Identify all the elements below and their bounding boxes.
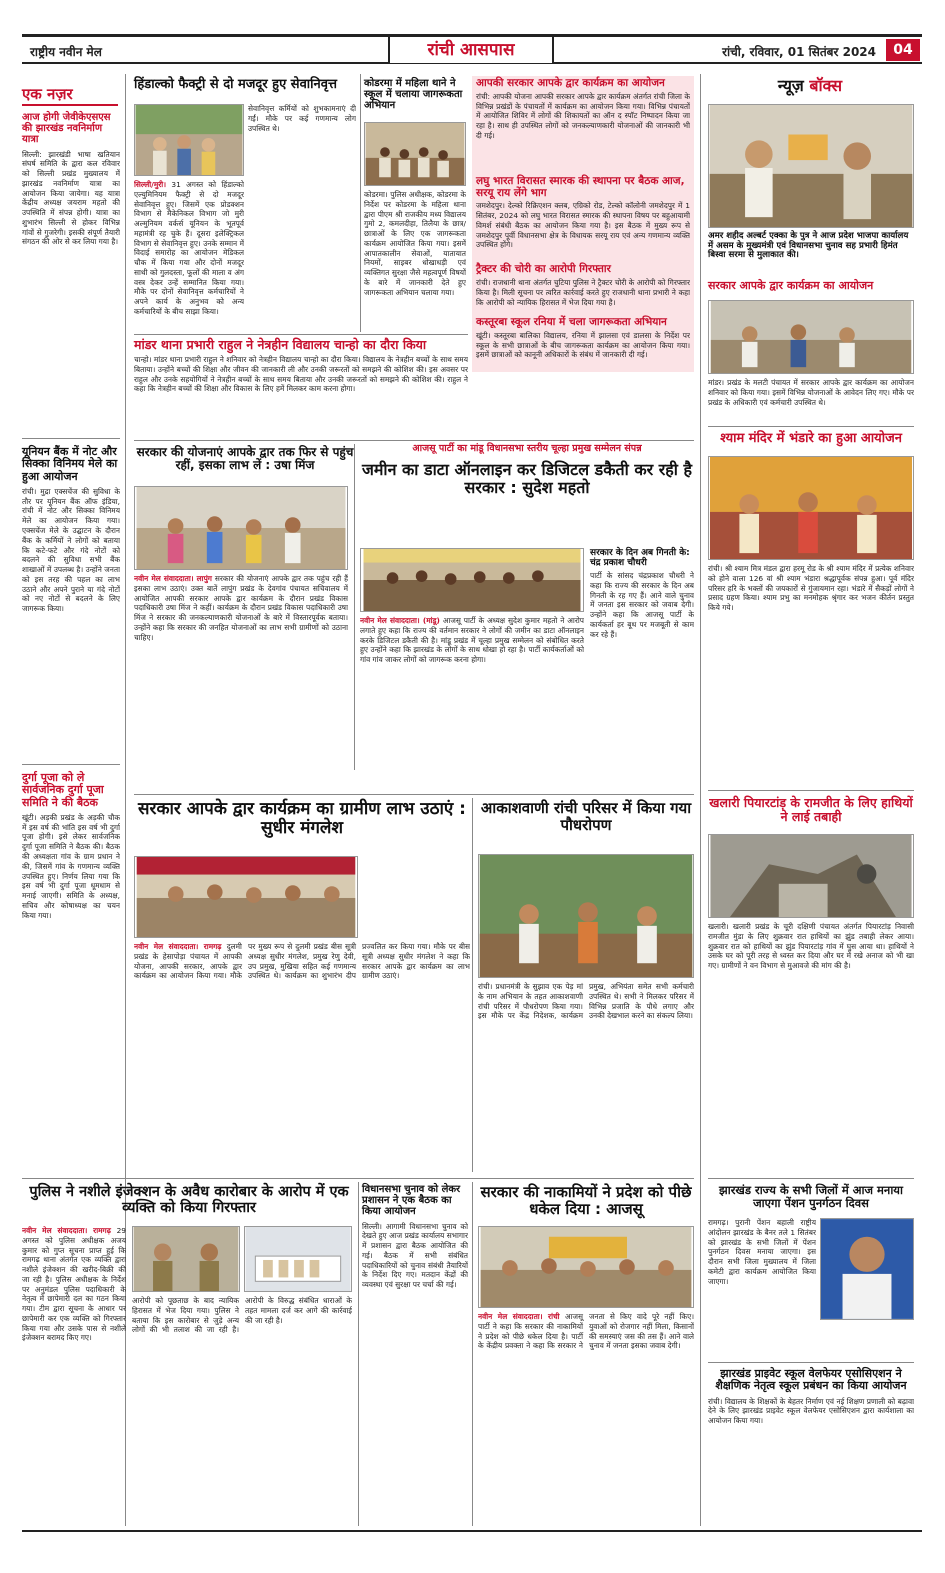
article-body: रांची। प्रधानमंत्री के सुझाव एक पेड़ मां के नाम अभियान के तहत आकाशवाणी रांची परिसर में पौधरोपण किया गया। इस मौके पर केंद्र निदेशक, कार्यक्रम प्रमुख, अभियंता समेत सभी कर्मचारी उपस्थित थे। सभी ने मिलकर परिसर में विभिन्न प्रजाति के पौधे लगाए और उनकी देखभाल करने का संकल्प लिया। [478,982,694,1021]
police-photo-1 [132,1226,240,1292]
divider [22,438,120,439]
article-headline: सरकार की नाकामियों ने प्रदेश को पीछे धकेल दिया : आजसू [480,1183,692,1218]
left-item-3 [22,772,120,1218]
article-body: कोडरमा। पुलिस अधीक्षक, कोडरमा के निर्देश पर कोडरमा के महिला थाना द्वारा पीएम श्री राजकीय मध्य विद्यालय गुमो 2, कमलदीहा, तिलैया के छात्र/छात्राओं के लिए एक जागरूकता कार्यक्रम आयोजित किया गया। इसमें आपातकालीन सेवाओं, यातायात नियमों, साइबर धोखाधड़ी एवं व्यक्तिगत सुरक्षा जैसे महत्वपूर्ण विषयों के बारे में जानकारी देते हुए जागरूकता अभियान चलाया गया। [364,190,466,297]
right-item-5-body [708,1218,816,1358]
article-body: आजसू पार्टी के अध्यक्ष सुदेश कुमार महतो ने आरोप लगाते हुए कहा कि राज्य की वर्तमान सरकार ने लोगों की जमीन का डाटा ऑनलाइन करके डिजिटल डकैती की है। मांडू प्रखंड में चूल्हा प्रमुख सम्मेलन को संबोधित करते हुए उन्होंने कहा कि झारखंड के लोगों के साथ धोखा हो रहा है। पार्टी कार्यकर्ताओं को गांव गांव जाकर लोगों को जागरूक करना होगा। [360,616,584,665]
sudhir-photo [134,856,358,938]
article-headline: सरकार के दिन अब गिनती के: चंद्र प्रकाश चौधरी [590,548,690,569]
article-body: खूंटी। अड़की प्रखंड के अड़की चौक में इस वर्ष की भांति इस वर्ष भी दुर्गा पूजा होगी। इसे लेकर सार्वजनिक दुर्गा पूजा समिति ने बैठक की। बैठक की अध्यक्षता गांव के ग्राम प्रधान ने की, जिसमें गांव के गणमान्य व्यक्ति उपस्थित हुए। निर्णय लिया गया कि इस वर्ष भी दुर्गा पूजा धूमधाम से मनाई जाएगी। समिति के अध्यक्ष, सचिव और कोषाध्यक्ष का चयन किया गया। [22,812,120,920]
right-item-4 [708,796,914,824]
article-headline: झारखंड प्राइवेट स्कूल वेलफेयर एसोसिएशन ने शैक्षणिक नेतृत्व स्कूल प्रबंधन का किया आयोजन [715,1367,907,1393]
page-number: 04 [886,39,920,61]
right-item-1 [708,232,914,261]
byline: नवीन मेल संवाददाता। रामगढ़ [22,1226,111,1235]
ajsu-body-wrap [478,1312,694,1524]
article-body: रांची: आपकी योजना आपकी सरकार आपके द्वार कार्यक्रम अंतर्गत रांची जिला के विभिन्न प्रखंडों के पंचायतों में कार्यक्रम का आयोजन किया गया। विभिन्न पंचायतों में आयोजित शिविर में लोगों की शिकायतों का ऑन द स्पॉट निष्पादन किया जा रहा है। साथ ही उपस्थित लोगों को जनकल्याणकारी योजनाओं की जानकारी भी दी गई। [476,91,690,140]
article-headline: जमीन का डाटा ऑनलाइन कर डिजिटल डकैती कर रही है सरकार : सुदेश महतो [361,459,692,497]
newspaper-brand: राष्ट्रीय नवीन मेल [30,45,102,59]
sudesh-photo [360,548,584,612]
divider [22,764,120,765]
article-body: मांडर। प्रखंड के मलटी पंचायत में सरकार आपके द्वार कार्यक्रम का आयोजन शनिवार को किया गया। इसमें विभिन्न योजनाओं के आवेदन लिए गए। मौके पर प्रखंड के अधिकारी एवं कर्मचारी उपस्थित थे। [708,378,914,407]
divider [708,790,914,791]
article-headline: दुर्गा पूजा को ले सार्वजनिक दुर्गा पूजा समिति ने की बैठक [22,771,104,809]
article-body: चान्हो। मांडर थाना प्रभारी राहुल ने शनिवार को नेत्रहीन विद्यालय चान्हो का दौरा किया। विद्यालय के नेत्रहीन बच्चों के साथ समय बिताया। उन्होंने बच्चों की शिक्षा और जीवन की जानकारी ली और उनकी जरूरतों को समझने की कोशिश की। इस अवसर पर राहुल और उनके सहयोगियों ने नेत्रहीन बच्चों के साथ समय बिताया और उनकी जरूरतों को समझने की कोशिश की। राहुल ने कहा कि नेत्रहीन बच्चों की शिक्षा और विकास के लिए हमें मिलकर काम करना होगा। [134,355,468,394]
byline: नवीन मेल संवाददाता। (मांडू) [360,616,440,625]
elephant-damage-photo [708,834,914,918]
police-body-col2: आरोपी को पूछताछ के बाद न्यायिक हिरासत में भेज दिया गया। पुलिस ने बताया कि इस कारोबार से जुड़े अन्य लोगों की भी तलाश की जा रही है। आरोपी के विरुद्ध संबंधित धाराओं के तहत मामला दर्ज कर आगे की कार्रवाई की जा रही है। [132,1296,352,1335]
article-body: दुलमी प्रखंड के हेसापोड़ा पंचायत में आपकी योजना, आपकी सरकार, आपके द्वार कार्यक्रम का आयोजन किया गया। मौके पर मुख्य रूप से दुलमी प्रखंड बीस सूत्री अध्यक्ष सुधीर मंगलेश, प्रमुख रेणु देवी, उप प्रमुख, मुखिया सहित कई गणमान्य उपस्थित थे। कार्यक्रम का शुभारंभ दीप प्रज्वलित कर किया गया। मौके पर बीस सूत्री अध्यक्ष सुधीर मंगलेश ने कहा कि सरकार आपके द्वार कार्यक्रम का लाभ ग्रामीण उठाएं। [134,942,470,981]
right-item-2-body [708,378,914,424]
right-item-3-body [708,564,914,770]
article-body: रांची। श्री श्याम मित्र मंडल द्वारा हरमू रोड के श्री श्याम मंदिर में प्रत्येक शनिवार को होने वाला 126 वां श्री श्याम भंडारा श्रद्धापूर्वक संपन्न हुआ। पूर्व मंदिर परिसर हरि के भक्तों की जयकारों से गुंजायमान रहा। भंडारे में सैकड़ों लोगों ने प्रसाद ग्रहण किया। श्याम प्रभु का मनमोहक श्रृंगार कर भजन कीर्तन प्रस्तुत किये गये। [708,564,914,613]
article-body: 29 अगस्त को पुलिस अधीक्षक अजय कुमार को गुप्त सूचना प्राप्त हुई कि रामगढ़ थाना अंतर्गत एक व्यक्ति द्वारा नशीले इंजेक्शन की खरीद-बिक्री की जा रही है। पुलिस अधीक्षक के निर्देश पर अनुमंडल पुलिस पदाधिकारी के नेतृत्व में छापेमारी दल का गठन किया गया। टीम द्वारा सूचना के आधार पर छापेमारी कर एक व्यक्ति को गिरफ्तार किया गया और उसके पास से नशीले इंजेक्शन बरामद किए गए। [22,1226,126,1343]
article-headline: मांडर थाना प्रभारी राहुल ने नेत्रहीन विद्यालय चान्हो का दौरा किया [134,337,427,352]
masthead [22,34,922,64]
article-headline: हिंडाल्को फैक्ट्री से दो मजदूर हुए सेवानिवृत्त [134,77,337,92]
article-headline: कस्तूरबा स्कूल रनिया में चला जागरूकता अभियान [476,316,667,328]
column-divider [700,74,701,1526]
police-article [22,1184,356,1216]
column-divider [472,798,473,1172]
right-item-3 [708,432,914,447]
divider [708,1178,914,1179]
sarkar-dwar-photo [708,300,914,374]
left-item-1 [22,112,120,345]
article-body: आजसू पार्टी ने कहा कि सरकार की नाकामियों ने प्रदेश को पीछे धकेल दिया है। पार्टी के केंद्रीय प्रवक्ता ने कहा कि सरकार ने जनता से किए वादे पूरे नहीं किए। युवाओं को रोजगार नहीं मिला, किसानों की समस्याएं जस की तस हैं। आने वाले चुनाव में जनता इसका जवाब देगी। [478,1312,694,1351]
sudesh-side-article [590,548,694,753]
hindalco-article [134,78,356,93]
kodarma-article [364,78,466,112]
article-body: जमशेदपुर। देल्को रिक्रिएशन क्लब, एग्रिको रोड, टेल्को कॉलोनी जमशेदपुर में 1 सितंबर, 2024 को लघु भारत विरासत स्मारक की स्थापना विषय पर बहुआयामी विमर्श संबंधी बैठक का आयोजन किया गया है। इस बैठक में मुख्य रूप से जमशेदपुर पूर्वी विधानसभा क्षेत्र के विधायक सरयू राय एवं अन्य गणमान्य व्यक्ति उपस्थित होंगे। [476,201,690,250]
article-headline: विधानसभा चुनाव को लेकर प्रशासन ने एक बैठक का किया आयोजन [362,1184,461,1218]
article-body: सिल्ली। आगामी विधानसभा चुनाव को देखते हुए आज प्रखंड कार्यालय सभागार में प्रशासन द्वारा बैठक आयोजित की गई। बैठक में सभी संबंधित पदाधिकारियों को चुनाव संबंधी तैयारियों के निर्देश दिए गए। मतदान केंद्रों की व्यवस्था एवं सुरक्षा पर चर्चा की गई। [362,1221,468,1290]
article-body: रांची। विद्यालय के शिक्षकों के बेहतर निर्माण एवं नई शिक्षण प्रणाली को बढ़ावा देने के लिए झारखंड प्राइवेट स्कूल वेलफेयर एसोसिएशन द्वारा कार्यशाला का आयोजन किया गया। [708,1396,914,1426]
article-headline: आकाशवाणी रांची परिसर में किया गया पौधरोपण [480,799,692,834]
police-photo-2 [244,1226,352,1292]
article-headline: झारखंड राज्य के सभी जिलों में आज मनाया जाएगा पेंशन पुनर्गठन दिवस [719,1183,903,1210]
shyam-mandir-photo [708,456,914,560]
sudhir-body-wrap [134,942,470,1172]
article-body: खूंटी। कस्तूरबा बालिका विद्यालय, रनिया में झालसा एवं डालसा के निर्देश पर स्कूल के सभी छात्राओं के बीच जागरूकता कार्यक्रम का आयोजन किया गया। इसमें छात्राओं को कानूनी अधिकारों के संबंध में जानकारी दी गई। [476,330,690,360]
pension-leader-photo [820,1218,914,1320]
article-headline: सरकार आपके द्वार कार्यक्रम का आयोजन [708,279,874,292]
kodarma-body-wrap [364,190,466,330]
divider [134,794,694,795]
vidhansabha-article [362,1184,468,1500]
byline: नवीन मेल संवाददाता। रांची [478,1312,560,1321]
article-body: सरकार की योजनाएं आपके द्वार तक पहुंच रही हैं इसका लाभ उठाएं। उक्त बातें लापुंग प्रखंड के देवगांव पंचायत सचिवालय में आयोजित आपकी सरकार आपके द्वार कार्यक्रम के दौरान प्रखंड विकास पदाधिकारी उषा मिंज ने कहीं। कार्यक्रम के दौरान प्रखंड विकास पदाधिकारी उषा मिंज ने सरकार की जनकल्याणकारी योजनाओं के बारे में विस्तारपूर्वक बताया। उन्होंने कहा कि सरकार की जनहित योजनाओं का लाभ सभी ग्रामीणों को उठाना चाहिए। [134,574,348,642]
article-body: सिल्ली: झारखंडी भाषा खतियान संघर्ष समिति के द्वारा कल रविवार को सिल्ली प्रखंड मुख्यालय में झारखंड नवनिर्माण यात्रा का आयोजन किया जायेगा। यह यात्रा केंद्रीय अध्यक्ष जयराम महतो की उपस्थिति में संपन्न होगी। यात्रा का शुभारंभ सिल्ली से होकर विभिन्न गांवों से गुजरेगी। इसकी संपूर्ण तैयारी संगठन की ओर से कर लिया गया है। [22,149,120,247]
article-body: रांची। राजधानी थाना अंतर्गत चुटिया पुलिस ने ट्रैक्टर चोरी के आरोपी को गिरफ्तार किया है। मिली सूचना पर त्वरित कार्रवाई करते हुए राजधानी थाना प्रभारी ने कहा कि आरोपी को न्यायिक हिरासत में भेज दिया गया है। [476,278,690,307]
column-divider [360,74,361,332]
byline: नवीन मेल संवाददाता। लापुंग [134,574,212,583]
right-item-2 [708,280,914,292]
akashvani-photo [478,854,694,978]
ajsu-photo [478,1226,694,1308]
edition-date: रांची, रविवार, 01 सितंबर 2024 [722,45,876,59]
sudhir-article [134,800,470,838]
article-headline: खलारी पियारटांड़ के रामजीत के लिए हाथियों ने लाई तबाही [709,795,913,824]
article-headline: आपकी सरकार आपके द्वार कार्यक्रम का आयोजन [476,77,665,89]
column-divider [472,1182,473,1526]
article-kicker: आजसू पार्टी का मांडू विधानसभा स्तरीय चूल्हा प्रमुख सम्मेलन संपन्न [412,443,642,454]
usha-minj-photo [134,486,348,570]
article-headline: ट्रैक्टर की चोरी का आरोपी गिरफ्तार [476,263,611,276]
article-headline: सरकार की योजनाएं आपके द्वार तक फिर से पहुंच रहीं, इसका लाभ लें : उषा मिंज [136,445,354,473]
divider [708,1362,914,1363]
ek-nazar-tag: एक नज़र [22,84,118,106]
hindalco-photo [134,104,244,176]
right-item-6 [708,1368,914,1505]
article-headline: सरकार आपके द्वार कार्यक्रम का ग्रामीण लाभ उठाएं : सुधीर मंगलेश [138,799,466,839]
article-headline: आज होगी जेवीकेएसएस की झारखंड नवनिर्माण यात्रा [22,112,111,146]
hindalco-body-col2: सेवानिवृत्त कर्मियों को शुभकामनाएं दी गईं। मौके पर कई गणमान्य लोग उपस्थित थे। [248,104,356,133]
article-headline: श्याम मंदिर में भंडारे का हुआ आयोजन [720,431,902,446]
usha-minj-article [134,446,356,473]
usha-minj-body-wrap [134,574,348,770]
article-body: 31 अगस्त को हिंडाल्को एल्युमिनियम फैक्ट्री से दो मजदूर सेवानिवृत्त हुए। जिसमें एक प्रोडक्शन विभाग से मैकेनिकल विभाग जो मुरी अल्मुनियम वर्कर्स यूनियन के भूतपूर्व महामंत्री रह चुके हैं। दूसरा इलेक्ट्रिकल विभाग से सेवानिवृत्त हुए। उनके सम्मान में विदाई समारोह का आयोजन मेडिकल चौक में किया गया और दोनों मजदूर साथी को गुलदस्ता, फूलों की माला व अंग वस्त्र देकर उन्हें सम्मानित किया गया। मौके पर दोनों सेवानिवृत्त कर्मचारियों ने अपने कार्य के अनुभव को अन्य कर्मचारियों के बीच साझा किया। [134,180,244,316]
divider [708,426,914,427]
mandar-thana-article [134,338,468,427]
page-bottom-rule [22,1530,922,1532]
pink-box-content [476,78,690,367]
article-body: खलारी। खलारी प्रखंड के चूरी दक्षिणी पंचायत अंतर्गत पियारटांड़ निवासी रामजीत मुंडा के लिए शुक्रवार रात हाथियों का झुंड तबाही लेकर आया। शुक्रवार रात को हाथियों का झुंड पियारटांड़ गांव में घुस आया था। हाथियों ने उसके घर को पूरी तरह से ध्वस्त कर दिया और घर में रखे अनाज को भी खा गए। ग्रामीणों ने वन विभाग से मुआवजे की मांग की है। [708,922,914,971]
article-body: पार्टी के सांसद चंद्रप्रकाश चौधरी ने कहा कि राज्य की सरकार के दिन अब गिनती के रह गए हैं। आने वाले चुनाव में जनता इस सरकार को जवाब देगी। उन्होंने कहा कि आजसू पार्टी के कार्यकर्ता हर बूथ पर मजबूती से काम कर रहे हैं। [590,571,694,639]
left-item-2 [22,446,120,742]
article-body: रांची। मुद्रा एक्सचेंज की सुविधा के तौर पर यूनियन बैंक ऑफ इंडिया, रांची में नोट और सिक्का विनिमय मेले का आयोजन किया गया। एक्सचेंज मेले के उद्घाटन के दौरान बैंक के कर्मियों ने लोगों को बताया कि कटे-फटे और गंदे नोटों को बदलने की सुविधा सभी बैंक शाखाओं में उपलब्ध है। उन्होंने जनता को इस तरह की पहल का लाभ उठाने और अपने पुराने या गंदे नोटों को नए नोटों से बदलने के लिए जागरूक किया। [22,486,120,614]
article-headline: यूनियन बैंक में नोट और सिक्का विनिमय मेले का हुआ आयोजन [22,445,118,483]
bjp-meeting-photo [708,104,914,228]
byline: नवीन मेल संवाददाता। रामगढ़ [134,942,222,951]
divider [22,1178,694,1179]
akashvani-article [478,800,694,834]
akashvani-body-wrap [478,982,694,1172]
article-headline: पुलिस ने नशीले इंजेक्शन के अवैध कारोबार के आरोप में एक व्यक्ति को किया गिरफ्तार [29,1184,349,1217]
right-item-4-body [708,922,914,1172]
police-body-wrap [22,1226,126,1522]
divider [134,440,694,441]
dateline: सिल्ली/मुरी। [134,180,167,189]
ajsu-article [478,1184,694,1218]
column-divider [354,444,355,770]
sudesh-article [360,444,694,496]
hindalco-body-wrap [134,180,244,330]
divider [134,334,468,335]
article-headline: कोडरमा में महिला थाने ने स्कूल में चलाया जागरूकता अभियान [364,78,463,112]
right-item-5 [708,1184,914,1210]
kodarma-photo [364,122,466,186]
column-divider [358,1182,359,1526]
news-box-title: न्यूज़ बॉक्स [777,76,843,95]
sudesh-body-wrap [360,616,584,772]
section-title: रांची आसपास [388,37,554,63]
article-body: रामगढ़। पुरानी पेंशन बहाली राष्ट्रीय आंदोलन झारखंड के बैनर तले 1 सितंबर को झारखंड के सभी जिलों में पेंशन पुनर्गठन दिवस मनाया जाएगा। इस दौरान सभी जिला मुख्यालय में जिला कमेटी द्वारा कार्यक्रम आयोजित किया जाएगा। [708,1218,816,1286]
article-headline: लघु भारत विरासत स्मारक की स्थापना पर बैठक आज, सरयू राय लेंगे भाग [476,174,685,199]
article-headline: अमर शहीद अल्बर्ट एक्का के पुत्र ने आज प्रदेश भाजपा कार्यालय में असम के मुख्यमंत्री एवं विधानसभा चुनाव सह प्रभारी हिमंत बिस्वा सरमा से मुलाकात की। [708,231,909,261]
